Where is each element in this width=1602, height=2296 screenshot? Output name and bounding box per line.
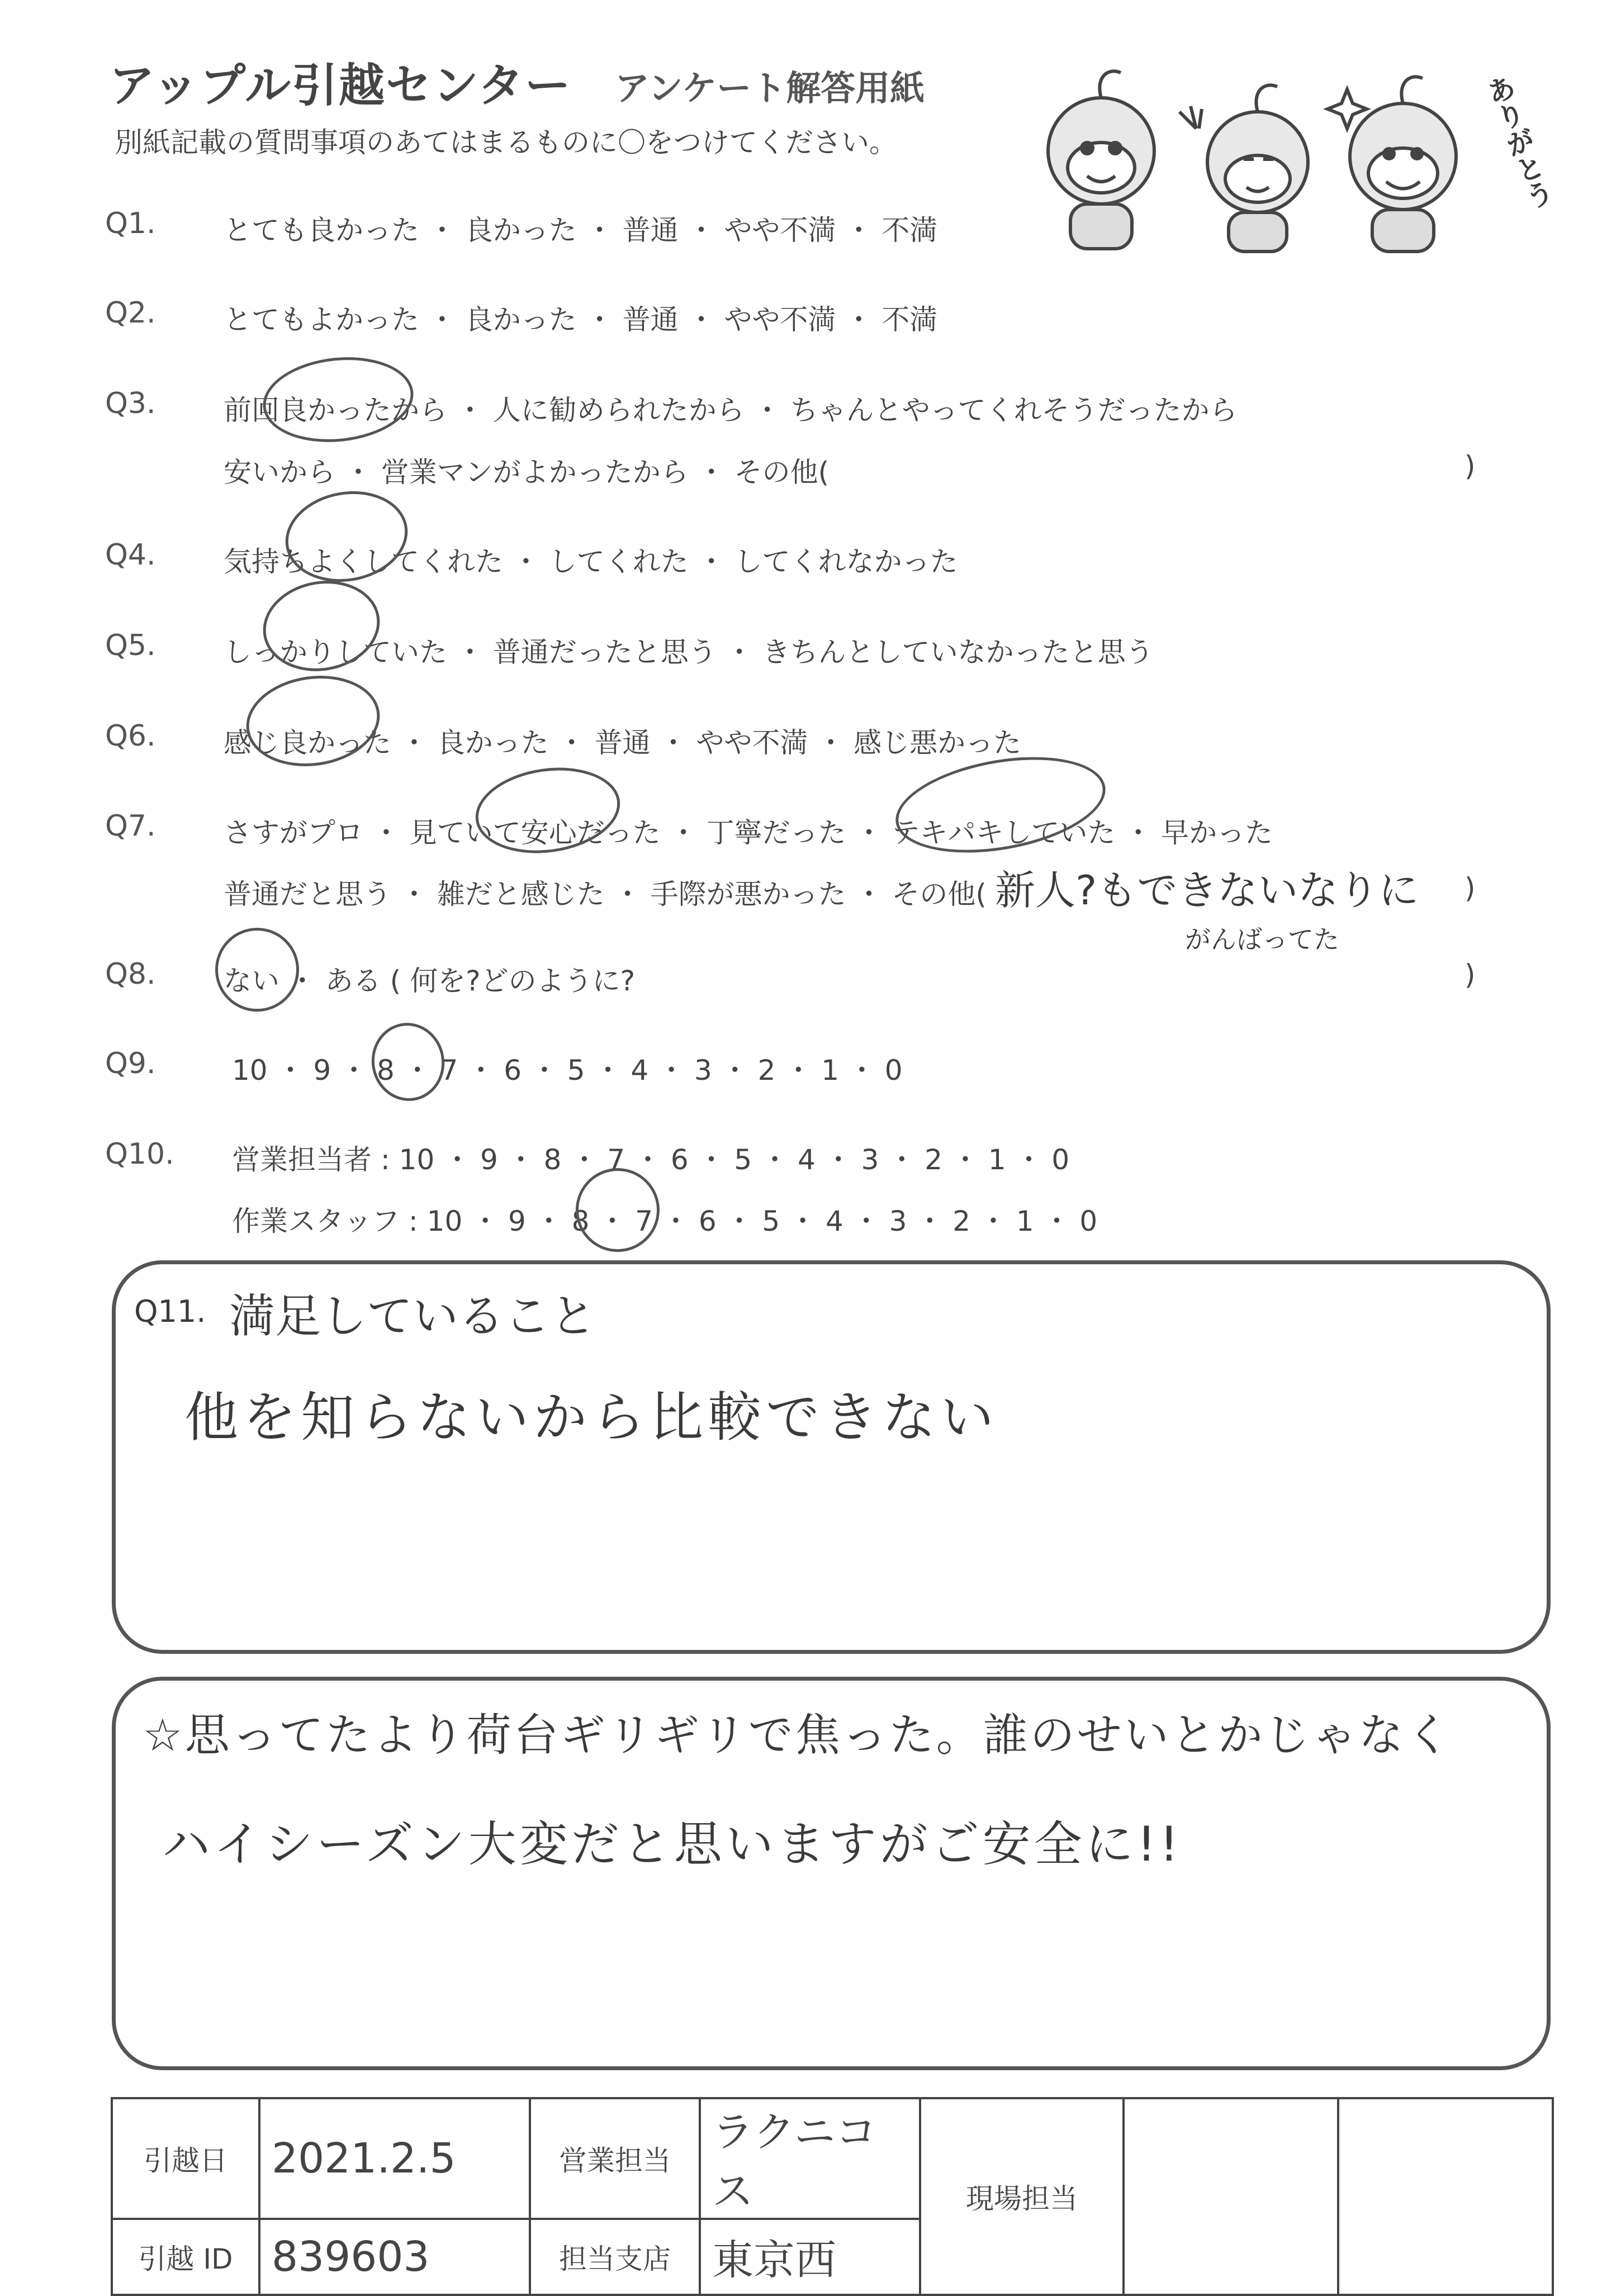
moving-id-label: 引越 ID xyxy=(112,2219,259,2295)
q2-options: とてもよかった ・ 良かった ・ 普通 ・ やや不満 ・ 不満 xyxy=(224,303,938,336)
form-subtitle: アンケート解答用紙 xyxy=(615,68,925,108)
q1-options: とても良かった ・ 良かった ・ 普通 ・ やや不満 ・ 不満 xyxy=(224,214,938,246)
q6-options: 感じ良かった ・ 良かった ・ 普通 ・ やや不満 ・ 感じ悪かった xyxy=(224,727,1022,759)
q2-label: Q2. xyxy=(105,296,156,330)
site-rep-value-2 xyxy=(1338,2098,1553,2295)
q5-options: しっかりしていた ・ 普通だったと思う ・ きちんとしていなかったと思う xyxy=(224,636,1154,668)
monkey-3-icon xyxy=(1350,77,1456,252)
q8-close-paren: ) xyxy=(1464,959,1476,991)
moving-date-value: 2021.2.5 xyxy=(259,2098,530,2219)
comment-handwritten-2: ハイシーズン大変だと思いますがご安全に!! xyxy=(162,1816,1182,1872)
branch-value: 東京西 xyxy=(700,2219,920,2295)
branch-label: 担当支店 xyxy=(530,2219,700,2295)
q7-other-handwritten: 新人?もできないなりに xyxy=(995,867,1419,914)
q3-options: 前回良かったから ・ 人に勧められたから ・ ちゃんとやってくれそうだったから xyxy=(224,394,1238,426)
q10-staff-scale: 作業スタッフ : 10 ・ 9 ・ 8 ・ 7 ・ 6 ・ 5 ・ 4 ・ 3 ・ 2 ・ 1 ・ 0 xyxy=(232,1205,1098,1237)
q7-options: さすがプロ ・ 見ていて安心だった ・ 丁寧だった ・ テキパキしていた ・ 早かった xyxy=(224,817,1273,849)
q11-handwritten-1: 満足していること xyxy=(229,1290,596,1343)
q3-label: Q3. xyxy=(105,387,156,420)
monkey-2-icon xyxy=(1179,85,1308,252)
instruction-text: 別紙記載の質問事項のあてはまるものに〇をつけてください。 xyxy=(115,126,897,159)
comment-handwritten-1: ☆思ってたより荷台ギリギリで焦った。誰のせいとかじゃなく xyxy=(143,1709,1453,1761)
q4-label: Q4. xyxy=(105,538,156,572)
moving-id-value: 839603 xyxy=(259,2219,530,2295)
q6-label: Q6. xyxy=(105,719,156,753)
q9-scale: 10 ・ 9 ・ 8 ・ 7 ・ 6 ・ 5 ・ 4 ・ 3 ・ 2 ・ 1 ・ 0 xyxy=(232,1054,903,1087)
q11-handwritten-2: 他を知らないから比較できない xyxy=(184,1386,998,1449)
q5-label: Q5. xyxy=(105,629,156,662)
monkey-mascots-illustration xyxy=(1023,56,1515,257)
footer-info-table xyxy=(111,2097,1554,2296)
q7-other-handwritten-2: がんばってた xyxy=(1185,924,1339,955)
q7-label: Q7. xyxy=(105,809,156,843)
site-rep-label: 現場担当 xyxy=(920,2098,1124,2295)
q10-label: Q10. xyxy=(105,1137,174,1171)
q8-circle-mark xyxy=(215,928,299,1012)
q1-label: Q1. xyxy=(105,207,156,240)
form-title: アップル引越センター xyxy=(109,59,572,112)
sales-rep-value: ラクニコス xyxy=(700,2098,920,2219)
q9-label: Q9. xyxy=(105,1047,156,1080)
sales-rep-label: 営業担当 xyxy=(530,2098,700,2219)
monkey-1-icon xyxy=(1048,71,1154,249)
q11-label: Q11. xyxy=(134,1294,206,1329)
q7-close-paren: ) xyxy=(1464,872,1476,904)
q7-options-2: 普通だと思う ・ 雑だと感じた ・ 手際が悪かった ・ その他( xyxy=(224,878,987,910)
q3-close-paren: ) xyxy=(1464,450,1476,482)
q8-label: Q8. xyxy=(105,957,156,991)
site-rep-value-1 xyxy=(1124,2098,1338,2295)
q3-options-2: 安いから ・ 営業マンがよかったから ・ その他( xyxy=(224,456,830,488)
thanks-text: ありがとう xyxy=(1478,71,1558,214)
q4-options: 気持ちよくしてくれた ・ してくれた ・ してくれなかった xyxy=(224,545,958,578)
q10-sales-scale: 営業担当者 : 10 ・ 9 ・ 8 ・ 7 ・ 6 ・ 5 ・ 4 ・ 3 ・ 2 ・ 1 ・ 0 xyxy=(232,1144,1070,1176)
q8-options: ない ・ ある ( 何を?どのように? xyxy=(224,965,636,997)
moving-date-label: 引越日 xyxy=(112,2098,259,2219)
q9-circle-mark xyxy=(366,1017,451,1107)
q3-circle-mark xyxy=(259,350,418,449)
